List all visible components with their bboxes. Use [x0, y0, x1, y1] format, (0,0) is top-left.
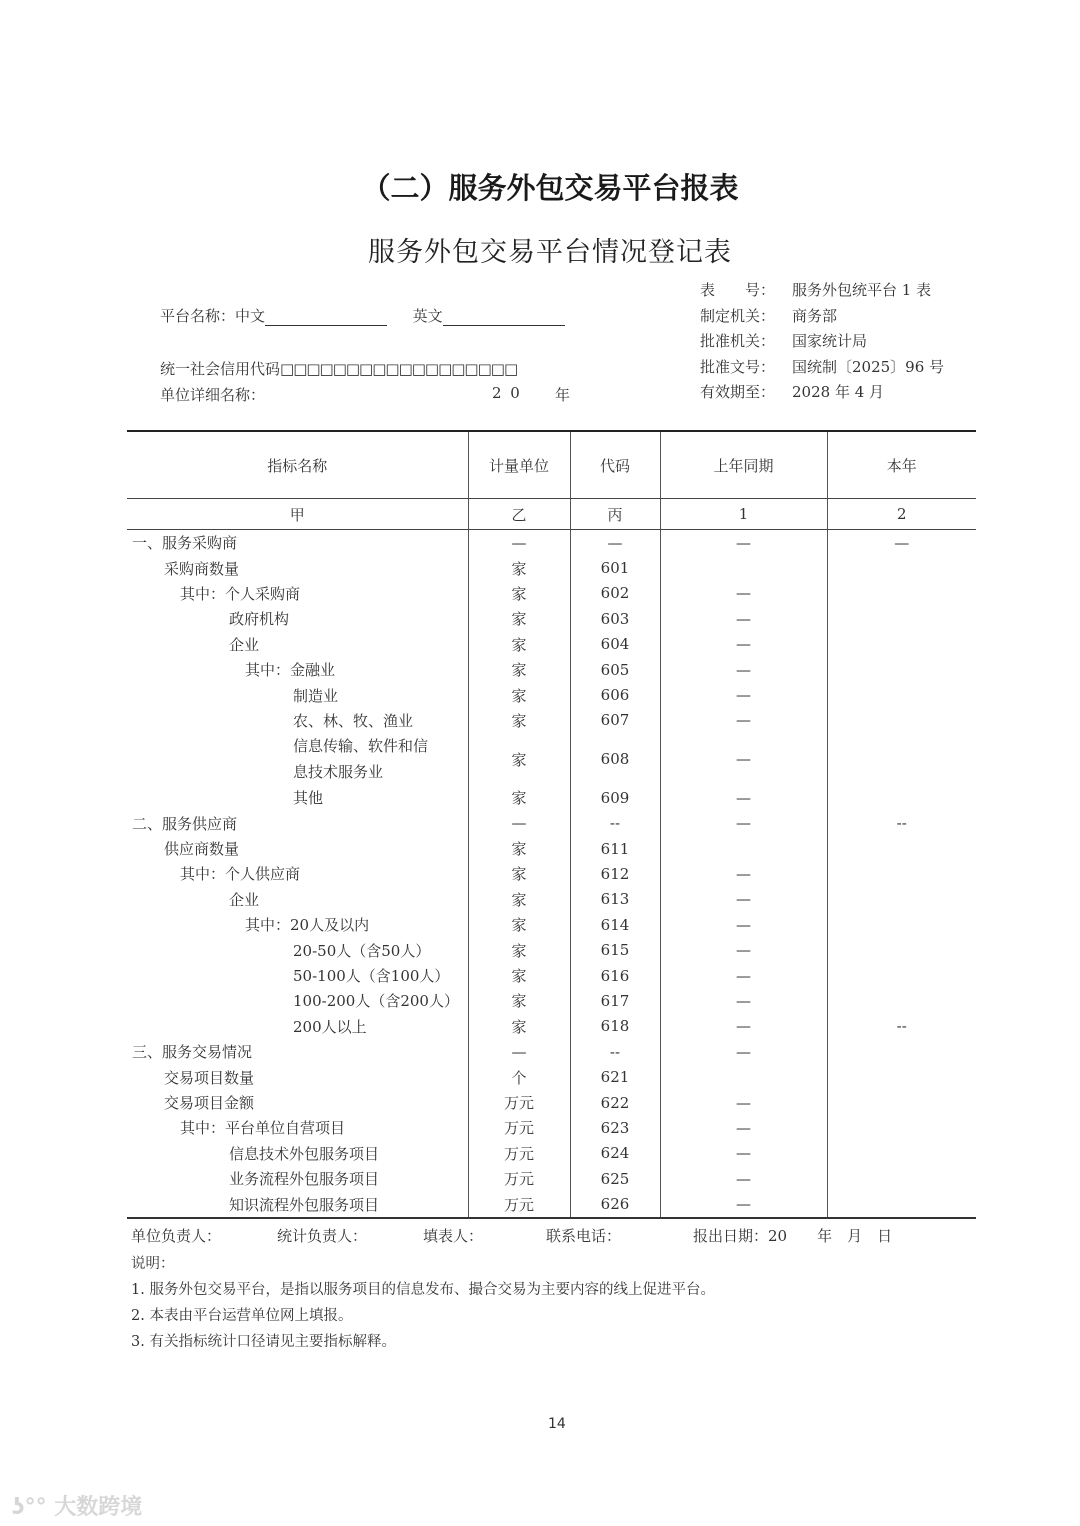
prev-year-cell[interactable]: — [660, 963, 827, 988]
unit-cell: 万元 [468, 1166, 570, 1191]
prev-year-cell[interactable]: — [660, 887, 827, 912]
table-row [127, 606, 976, 631]
current-year-cell[interactable] [827, 937, 976, 962]
code-cell: 617 [570, 988, 660, 1013]
table-index-row [127, 499, 976, 530]
stat-head-label: 统计负责人： [277, 1227, 368, 1245]
prev-year-cell[interactable]: — [660, 581, 827, 606]
unit-cell: — [468, 811, 570, 836]
prev-year-cell[interactable] [660, 1064, 827, 1089]
unit-cell: 万元 [468, 1090, 570, 1115]
indicator-name: 200人以上 [293, 1017, 367, 1036]
code-cell: 624 [570, 1141, 660, 1166]
table-header-row [127, 431, 976, 499]
watermark-text: 大数跨境 [54, 1495, 143, 1520]
indicator-name: 其中：平台单位自营项目 [180, 1119, 346, 1138]
code-cell: 611 [570, 836, 660, 861]
indicator-name: 三、服务交易情况 [132, 1043, 253, 1062]
unit-cell: 家 [468, 861, 570, 886]
code-cell: 623 [570, 1115, 660, 1140]
unit-cell: 家 [468, 555, 570, 580]
header-unit: 计量单位 [468, 431, 570, 499]
prev-year-cell[interactable]: — [660, 988, 827, 1013]
table-row [127, 1064, 976, 1089]
meta-issuing-authority: 制定机关： 商务部 [700, 306, 838, 325]
table-row [127, 1014, 976, 1039]
code-cell: 614 [570, 912, 660, 937]
code-cell: -- [570, 811, 660, 836]
prev-year-cell[interactable]: — [660, 912, 827, 937]
prev-year-cell[interactable]: — [660, 733, 827, 785]
indicator-name: 农、林、牧、渔业 [293, 711, 414, 730]
prev-year-cell[interactable]: — [660, 1115, 827, 1140]
unit-cell: 家 [468, 1014, 570, 1039]
note-item: 3. 有关指标统计口径请见主要指标解释。 [131, 1334, 396, 1350]
meta-approval-number: 批准文号： 国统制〔2025〕96 号 [700, 357, 945, 376]
code-cell: 625 [570, 1166, 660, 1191]
notes-section [131, 1251, 715, 1355]
table-row [127, 581, 976, 606]
indicator-name: 供应商数量 [164, 840, 240, 859]
credit-code-boxes[interactable]: □□□□□□□□□□□□□□□□□□ [280, 360, 518, 378]
code-cell: 613 [570, 887, 660, 912]
unit-cell: 家 [468, 632, 570, 657]
code-cell: 602 [570, 581, 660, 606]
current-year-cell[interactable] [827, 1090, 976, 1115]
table-row [127, 988, 976, 1013]
table-row [127, 708, 976, 733]
table-row [127, 1090, 976, 1115]
indicator-name: 交易项目金额 [164, 1094, 255, 1112]
index-cell: 1 [660, 499, 827, 530]
table-row [127, 657, 976, 682]
prev-year-cell[interactable]: — [660, 682, 827, 707]
table-row [127, 1039, 976, 1064]
current-year-cell[interactable] [827, 1115, 976, 1140]
code-cell: 606 [570, 682, 660, 707]
indicator-name: 二、服务供应商 [132, 814, 238, 833]
unit-cell: 家 [468, 988, 570, 1013]
code-cell: 618 [570, 1014, 660, 1039]
prev-year-cell[interactable]: — [660, 657, 827, 682]
indicator-name: 一、服务采购商 [132, 534, 238, 553]
current-year-cell[interactable] [827, 632, 976, 657]
platform-name-row [160, 305, 565, 326]
code-cell: 609 [570, 785, 660, 810]
unit-name-label: 单位详细名称： [160, 386, 266, 404]
prev-year-cell[interactable]: — [660, 811, 827, 836]
index-cell: 乙 [468, 499, 570, 530]
watermark-logo [12, 1490, 142, 1521]
prev-year-cell[interactable]: — [660, 1014, 827, 1039]
prev-year-cell[interactable] [660, 555, 827, 580]
code-cell: 616 [570, 963, 660, 988]
header-prev-year: 上年同期 [660, 431, 827, 499]
unit-cell: — [468, 1039, 570, 1064]
code-cell: 604 [570, 632, 660, 657]
table-row [127, 1141, 976, 1166]
indicator-name: 信息技术外包服务项目 [229, 1144, 380, 1163]
code-cell: 621 [570, 1064, 660, 1089]
report-date-label: 报出日期：20 年 月 日 [693, 1227, 893, 1245]
current-year-cell[interactable] [827, 733, 976, 785]
prev-year-cell[interactable]: — [660, 708, 827, 733]
unit-cell: 家 [468, 708, 570, 733]
table-row [127, 682, 976, 707]
prev-year-cell[interactable]: — [660, 1141, 827, 1166]
current-year-cell[interactable]: -- [827, 1014, 976, 1039]
current-year-cell[interactable] [827, 581, 976, 606]
prev-year-cell[interactable]: — [660, 530, 827, 556]
report-section-title: （二）服务外包交易平台报表 [361, 171, 739, 205]
indicator-name: 20-50人（含50人） [293, 941, 431, 960]
prev-year-cell[interactable]: — [660, 1039, 827, 1064]
index-cell: 2 [827, 499, 976, 530]
code-cell: 622 [570, 1090, 660, 1115]
prev-year-cell[interactable]: — [660, 606, 827, 631]
unit-cell: 万元 [468, 1141, 570, 1166]
indicator-name: 政府机构 [229, 610, 290, 629]
current-year-cell[interactable] [827, 657, 976, 682]
current-year-cell[interactable] [827, 861, 976, 886]
form-title: 服务外包交易平台情况登记表 [368, 237, 732, 268]
table-row [127, 1115, 976, 1140]
code-cell: 612 [570, 861, 660, 886]
unit-head-label: 单位负责人： [131, 1227, 222, 1245]
indicator-name: 企业 [229, 635, 260, 654]
filler-label: 填表人： [423, 1227, 484, 1245]
table-row [127, 836, 976, 861]
prev-year-cell[interactable]: — [660, 937, 827, 962]
current-year-cell[interactable] [827, 1191, 976, 1217]
unit-cell: 家 [468, 836, 570, 861]
index-cell: 甲 [127, 499, 468, 530]
table-row [127, 555, 976, 580]
table-row [127, 1166, 976, 1191]
current-year-cell[interactable] [827, 708, 976, 733]
indicator-name: 采购商数量 [164, 559, 240, 578]
table-row [127, 632, 976, 657]
notes-heading: 说明： [131, 1256, 175, 1272]
current-year-cell[interactable] [827, 887, 976, 912]
prev-year-cell[interactable] [660, 836, 827, 861]
current-year-cell[interactable] [827, 1064, 976, 1089]
unit-cell: 个 [468, 1064, 570, 1089]
code-cell: 626 [570, 1191, 660, 1217]
code-cell: 608 [570, 733, 660, 785]
table-row [127, 1191, 976, 1217]
english-label: 英文 [412, 307, 443, 325]
prev-year-cell[interactable]: — [660, 785, 827, 810]
current-year-cell[interactable] [827, 988, 976, 1013]
current-year-cell[interactable] [827, 1166, 976, 1191]
code-cell: 601 [570, 555, 660, 580]
prev-year-cell[interactable]: — [660, 1191, 827, 1217]
english-name-field[interactable] [443, 311, 565, 326]
indicator-name: 企业 [229, 890, 260, 909]
unit-cell: 家 [468, 682, 570, 707]
prev-year-cell[interactable]: — [660, 1090, 827, 1115]
indicator-name: 制造业 [293, 686, 339, 705]
table-row [127, 912, 976, 937]
current-year-cell[interactable] [827, 963, 976, 988]
indicator-name: 交易项目数量 [164, 1068, 255, 1087]
table-row [127, 785, 976, 810]
year-prefix: 2 0 [492, 384, 522, 402]
watermark-logo-icon: ʖ°° [12, 1495, 47, 1520]
current-year-cell[interactable] [827, 912, 976, 937]
table-row [127, 887, 976, 912]
indicator-name: 其中：金融业 [245, 661, 336, 680]
meta-table-number: 表 号： 服务外包统平台 1 表 [700, 281, 932, 299]
note-item: 1. 服务外包交易平台，是指以服务项目的信息发布、撮合交易为主要内容的线上促进平台。 [131, 1282, 715, 1298]
prev-year-cell[interactable]: — [660, 632, 827, 657]
unit-cell: 家 [468, 912, 570, 937]
indicator-name: 其他 [293, 789, 324, 808]
current-year-cell[interactable] [827, 1141, 976, 1166]
table-row [127, 733, 976, 785]
code-cell: -- [570, 1039, 660, 1064]
current-year-cell[interactable]: — [827, 530, 976, 556]
unit-cell: 万元 [468, 1115, 570, 1140]
unit-cell: 家 [468, 937, 570, 962]
table-row [127, 937, 976, 962]
code-cell: 607 [570, 708, 660, 733]
code-cell: — [570, 530, 660, 556]
year-suffix: 年 [555, 386, 571, 404]
indicator-name: 知识流程外包服务项目 [127, 1191, 468, 1217]
unit-cell: 家 [468, 581, 570, 606]
unit-cell: 家 [468, 887, 570, 912]
meta-approving-authority: 批准机关： 国家统计局 [700, 332, 868, 350]
indicator-table [127, 430, 976, 1219]
table-row [127, 963, 976, 988]
unit-cell: 家 [468, 785, 570, 810]
indicator-name: 其中：20人及以内 [245, 916, 370, 935]
table-row [127, 861, 976, 886]
current-year-cell[interactable] [827, 1039, 976, 1064]
credit-code-label: 统一社会信用代码 [160, 360, 281, 378]
form-meta-info [700, 278, 944, 406]
unit-cell: — [468, 530, 570, 556]
indicator-name: 其中：个人采购商 [180, 584, 301, 603]
indicator-name: 其中：个人供应商 [180, 865, 301, 884]
unit-cell: 家 [468, 963, 570, 988]
prev-year-cell[interactable]: — [660, 861, 827, 886]
unit-cell: 家 [468, 657, 570, 682]
header-indicator-name: 指标名称 [127, 431, 468, 499]
prev-year-cell[interactable]: — [660, 1166, 827, 1191]
current-year-cell[interactable]: -- [827, 811, 976, 836]
note-item: 2. 本表由平台运营单位网上填报。 [131, 1308, 353, 1324]
code-cell: 605 [570, 657, 660, 682]
header-code: 代码 [570, 431, 660, 499]
code-cell: 615 [570, 937, 660, 962]
unit-cell: 家 [468, 733, 570, 785]
unit-cell: 万元 [468, 1191, 570, 1217]
platform-name-label: 平台名称：中文 [160, 307, 266, 325]
current-year-cell[interactable] [827, 682, 976, 707]
index-cell: 丙 [570, 499, 660, 530]
table-row [127, 811, 976, 836]
indicator-name: 信息传输、软件和信 息技术服务业 [293, 737, 429, 782]
credit-code-row [160, 358, 517, 379]
phone-label: 联系电话： [546, 1227, 622, 1245]
current-year-cell[interactable] [827, 555, 976, 580]
header-current-year: 本年 [827, 431, 976, 499]
chinese-name-field[interactable] [265, 311, 387, 326]
table-row [127, 530, 976, 556]
current-year-cell[interactable] [827, 785, 976, 810]
code-cell: 603 [570, 606, 660, 631]
unit-cell: 家 [468, 606, 570, 631]
indicator-name: 业务流程外包服务项目 [229, 1170, 380, 1189]
current-year-cell[interactable] [827, 606, 976, 631]
indicator-name: 100-200人（含200人） [293, 992, 459, 1011]
meta-valid-until: 有效期至： 2028 年 4 月 [700, 383, 885, 401]
current-year-cell[interactable] [827, 836, 976, 861]
indicator-name: 50-100人（含100人） [293, 967, 450, 986]
page-number: 14 [548, 1416, 566, 1432]
